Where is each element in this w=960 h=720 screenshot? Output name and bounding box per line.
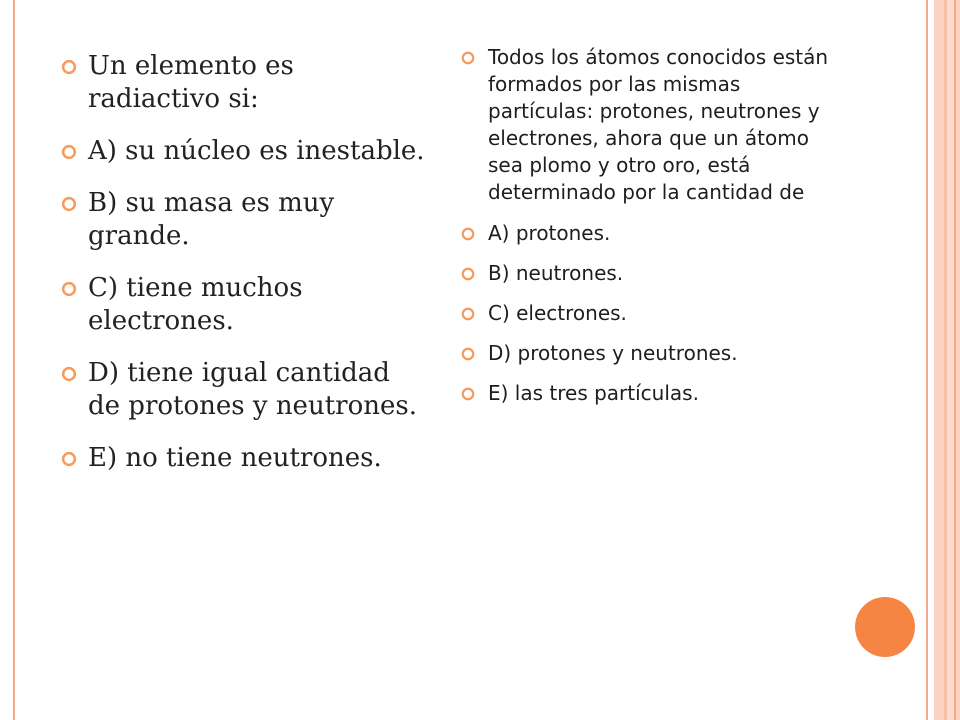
option-b: B) neutrones. bbox=[488, 261, 624, 285]
option-b: B) su masa es muy grande. bbox=[88, 188, 335, 251]
circle-bullet-icon bbox=[60, 58, 78, 76]
list-item bbox=[460, 300, 830, 327]
circle-bullet-icon bbox=[460, 50, 476, 66]
list-item bbox=[60, 272, 430, 338]
right-stripe-5 bbox=[956, 0, 960, 720]
list-item bbox=[60, 442, 430, 475]
right-stripe-3 bbox=[947, 0, 954, 720]
option-a: A) su núcleo es inestable. bbox=[88, 136, 425, 166]
circle-bullet-icon bbox=[60, 195, 78, 213]
question-stem: Todos los átomos conocidos están formados por las mismas partículas: protones, neutrones y electrones, ahora que un átomo sea plomo y otro oro, está determinado por la cantidad de bbox=[488, 45, 829, 204]
list-item bbox=[460, 44, 830, 206]
circle-bullet-icon bbox=[460, 346, 476, 362]
question-stem: Un elemento es radiactivo si: bbox=[88, 51, 294, 114]
circle-bullet-icon bbox=[460, 226, 476, 242]
list-item bbox=[60, 357, 430, 423]
accent-circle bbox=[855, 597, 915, 657]
circle-bullet-icon bbox=[60, 143, 78, 161]
option-c: C) tiene muchos electrones. bbox=[88, 273, 303, 336]
option-a: A) protones. bbox=[488, 221, 611, 245]
circle-bullet-icon bbox=[60, 450, 78, 468]
left-frame-line bbox=[13, 0, 15, 720]
list-item bbox=[60, 187, 430, 253]
left-question-list bbox=[60, 50, 430, 494]
option-d: D) protones y neutrones. bbox=[488, 341, 738, 365]
option-e: E) no tiene neutrones. bbox=[88, 443, 382, 473]
list-item bbox=[60, 50, 430, 116]
list-item bbox=[460, 260, 830, 287]
right-frame-line bbox=[926, 0, 928, 720]
circle-bullet-icon bbox=[60, 280, 78, 298]
circle-bullet-icon bbox=[460, 306, 476, 322]
circle-bullet-icon bbox=[460, 266, 476, 282]
right-stripe-1 bbox=[934, 0, 944, 720]
circle-bullet-icon bbox=[60, 365, 78, 383]
right-question-list bbox=[460, 44, 830, 420]
circle-bullet-icon bbox=[460, 386, 476, 402]
option-d: D) tiene igual cantidad de protones y neutrones. bbox=[88, 358, 417, 421]
list-item bbox=[60, 135, 430, 168]
option-e: E) las tres partículas. bbox=[488, 381, 699, 405]
list-item bbox=[460, 340, 830, 367]
option-c: C) electrones. bbox=[488, 301, 627, 325]
list-item bbox=[460, 380, 830, 407]
list-item bbox=[460, 220, 830, 247]
